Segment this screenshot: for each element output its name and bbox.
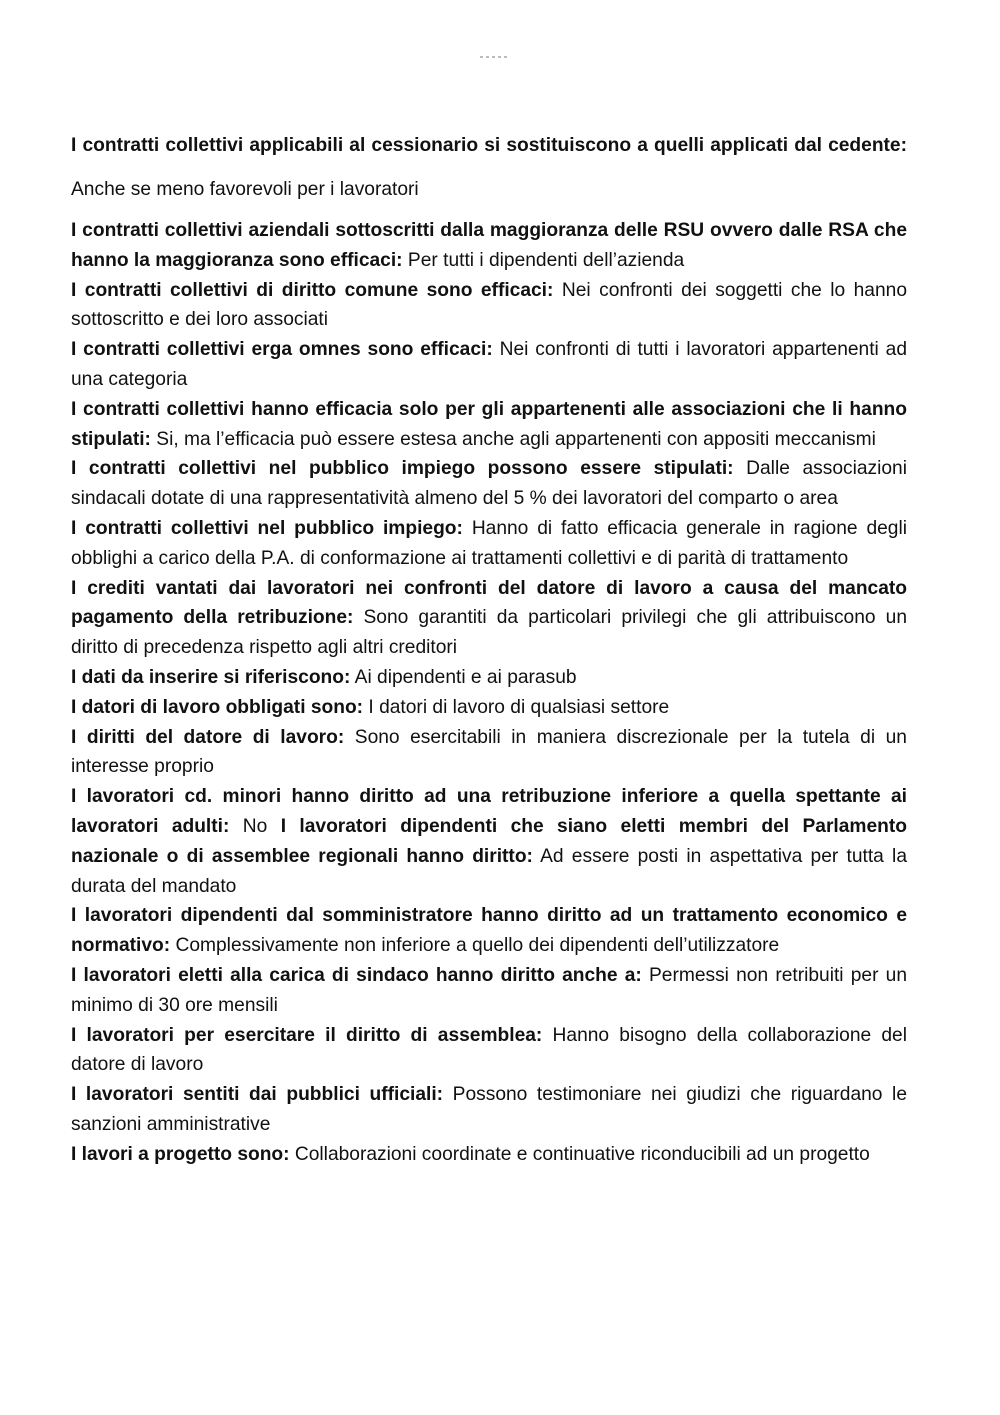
qa-entry (71, 1140, 907, 1170)
question: I contratti collettivi applicabili al cessionario si sostituiscono a quelli applicati dal cedente: (71, 135, 907, 156)
answer: No (242, 815, 268, 837)
qa-entry (71, 723, 907, 783)
document-body (71, 124, 907, 1170)
question: I contratti collettivi di diritto comune sono efficaci: (71, 279, 554, 301)
page-header-mark (480, 56, 520, 60)
question: I contratti collettivi hanno efficacia solo per gli appartenenti alle associazioni che li hanno stipulati: (71, 398, 907, 450)
qa-entry (71, 335, 907, 395)
question: I diritti del datore di lavoro: (71, 726, 345, 748)
question: I contratti collettivi nel pubblico impiego possono essere stipulati: (71, 458, 734, 480)
question: I lavoratori eletti alla carica di sindaco hanno diritto anche a: (71, 964, 642, 986)
question: I lavoratori dipendenti che siano eletti membri del Parlamento nazionale o di assemblee regionali hanno diritto: (71, 815, 907, 867)
answer: Ad essere posti in aspettativa per tutta la durata del mandato (71, 845, 907, 897)
answer: I datori di lavoro di qualsiasi settore (368, 696, 670, 718)
answer: Hanno di fatto efficacia generale in ragione degli obblighi a carico della P.A. di conformazione ai trattamenti collettivi e di parità di trattamento (71, 517, 907, 569)
answer: Possono testimoniare nei giudizi che riguardano le sanzioni amministrative (71, 1084, 907, 1135)
qa-entry (71, 693, 907, 723)
qa-entry (71, 961, 907, 1021)
answer: Sono esercitabili in maniera discrezionale per la tutela di un interesse proprio (71, 726, 907, 778)
qa-entry (71, 514, 907, 574)
qa-entry (71, 276, 907, 336)
answer: Nei confronti di tutti i lavoratori appartenenti ad una categoria (71, 339, 908, 390)
question: I contratti collettivi aziendali sottoscritti dalla maggioranza delle RSU ovvero dalle RSA che hanno la maggioranza sono efficaci: (71, 220, 907, 271)
question: I lavoratori per esercitare il diritto di assemblea: (71, 1024, 543, 1046)
question: I lavoratori dipendenti dal somministratore hanno diritto ad un trattamento economico e normativo: (71, 905, 907, 957)
qa-entry (71, 901, 907, 961)
answer: Collaborazioni coordinate e continuative riconducibili ad un progetto (294, 1143, 870, 1165)
question: I lavoratori cd. minori hanno diritto ad una retribuzione inferiore a quella spettante ai lavoratori adulti: (71, 786, 907, 837)
answer: Ai dipendenti e ai parasub (354, 666, 577, 688)
answer: Nei confronti dei soggetti che lo hanno sottoscritto e dei loro associati (71, 279, 907, 331)
qa-entry (71, 1021, 907, 1081)
question: I contratti collettivi nel pubblico impiego: (71, 517, 463, 539)
question: I dati da inserire si riferiscono: (71, 666, 351, 688)
question: I datori di lavoro obbligati sono: (71, 696, 364, 718)
question: I contratti collettivi erga omnes sono efficaci: (71, 339, 493, 361)
qa-entry (71, 454, 907, 514)
qa-entry (71, 124, 907, 212)
answer: Complessivamente non inferiore a quello dei dipendenti dell’utilizzatore (175, 935, 780, 957)
qa-entry (71, 663, 907, 693)
question: I lavori a progetto sono: (71, 1143, 290, 1165)
answer: Permessi non retribuiti per un minimo di 30 ore mensili (71, 964, 907, 1016)
answer: Anche se meno favorevoli per i lavoratori (71, 179, 419, 200)
answer: Si, ma l’efficacia può essere estesa anche agli appartenenti con appositi meccanismi (156, 428, 876, 450)
question: I crediti vantati dai lavoratori nei confronti del datore di lavoro a causa del mancato pagamento della retribuzione: (71, 577, 907, 629)
qa-entry (71, 216, 907, 276)
qa-entry (71, 574, 907, 663)
qa-entry (71, 782, 907, 901)
question: I lavoratori sentiti dai pubblici ufficiali: (71, 1084, 444, 1106)
qa-entry (71, 1080, 907, 1140)
answer: Dalle associazioni sindacali dotate di una rappresentatività almeno del 5 % dei lavoratori del comparto o area (71, 458, 907, 510)
answer: Per tutti i dipendenti dell’azienda (407, 249, 685, 271)
answer: Hanno bisogno della collaborazione del datore di lavoro (71, 1024, 907, 1076)
qa-entry (71, 395, 907, 455)
answer: Sono garantiti da particolari privilegi che gli attribuiscono un diritto di precedenza rispetto agli altri creditori (71, 607, 907, 659)
